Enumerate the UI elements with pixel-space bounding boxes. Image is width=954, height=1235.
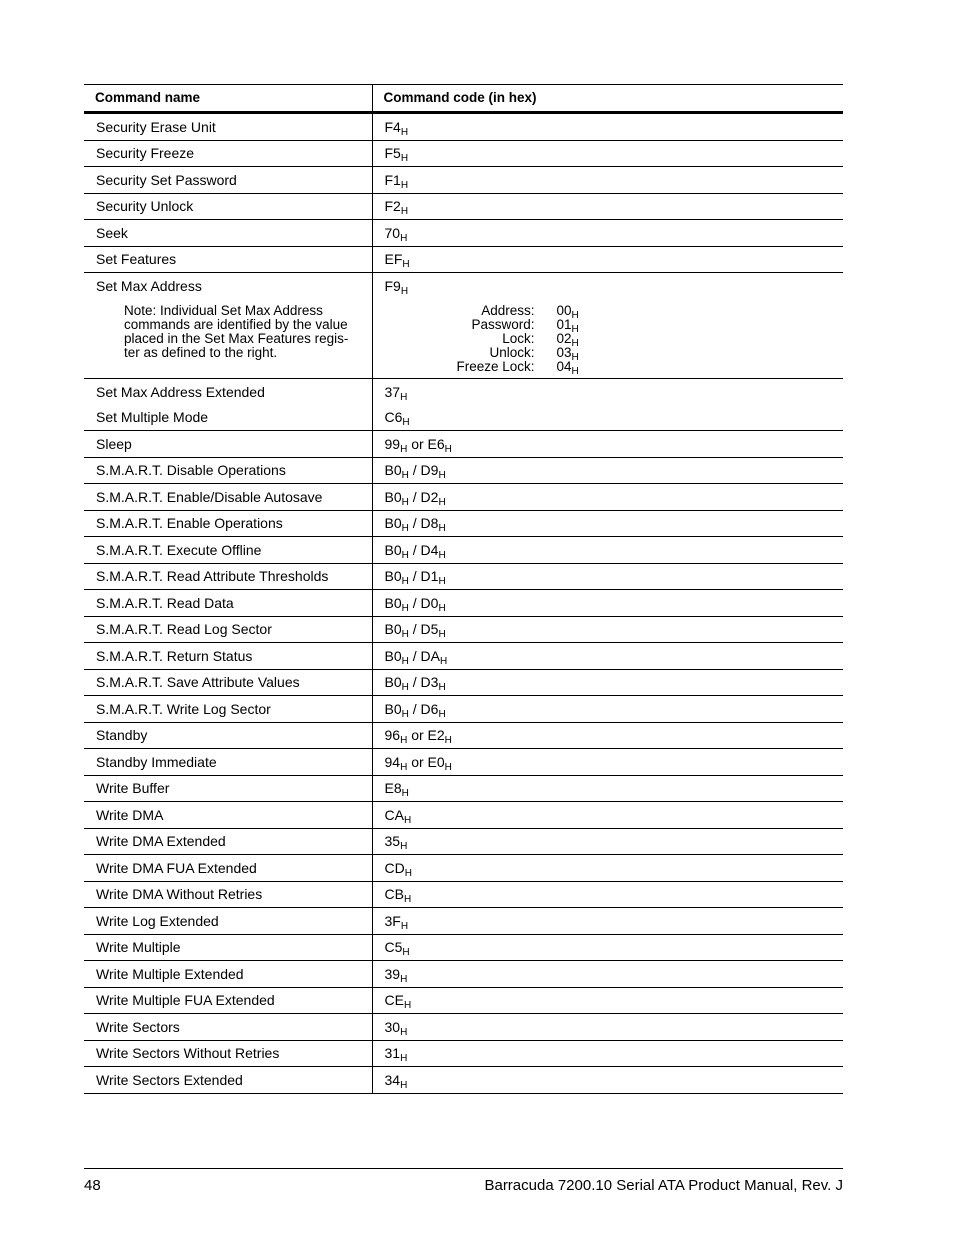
command-name: S.M.A.R.T. Execute Offline xyxy=(84,537,372,564)
hex-subscript: H xyxy=(403,1000,412,1012)
code-value: C5 xyxy=(384,939,403,956)
command-name: Write DMA xyxy=(84,802,372,829)
table-row xyxy=(84,961,843,988)
command-code xyxy=(372,1067,843,1094)
hex-subscript: H xyxy=(438,496,446,508)
table-row xyxy=(84,696,843,723)
code-value: B0 xyxy=(384,647,402,664)
command-name: Write Multiple xyxy=(84,934,372,961)
code-value: 30 xyxy=(384,1018,401,1035)
command-code xyxy=(372,802,843,829)
hex-subscript: H xyxy=(438,549,446,561)
hex-subscript: H xyxy=(400,443,408,455)
hex-subscript: H xyxy=(438,602,446,614)
feature-label: Lock: xyxy=(502,331,535,346)
code-value: B0 xyxy=(384,541,402,558)
hex-subscript: H xyxy=(401,549,409,561)
code-value: / D1 xyxy=(408,568,439,585)
command-name: S.M.A.R.T. Enable/Disable Autosave xyxy=(84,484,372,511)
table-row xyxy=(84,563,843,590)
hex-subscript: H xyxy=(401,708,409,720)
code-value: B0 xyxy=(384,700,402,717)
hex-subscript: H xyxy=(402,417,410,429)
hex-subscript: H xyxy=(571,324,579,335)
code-value: B0 xyxy=(384,462,402,479)
code-value: 00 xyxy=(556,303,572,318)
hex-subscript: H xyxy=(438,708,446,720)
command-name: Write Buffer xyxy=(84,775,372,802)
code-value: 31 xyxy=(384,1045,401,1062)
table-row xyxy=(84,537,843,564)
command-code xyxy=(372,1040,843,1067)
code-value: B0 xyxy=(384,594,402,611)
code-value: F1 xyxy=(384,171,401,188)
command-name: Security Freeze xyxy=(84,140,372,167)
table-row xyxy=(84,775,843,802)
command-code xyxy=(372,1014,843,1041)
command-code xyxy=(372,934,843,961)
hex-subscript: H xyxy=(444,761,452,773)
command-name: Write DMA Extended xyxy=(84,828,372,855)
command-name: Standby Immediate xyxy=(84,749,372,776)
command-code xyxy=(372,220,843,247)
command-code xyxy=(372,457,843,484)
table-row xyxy=(84,220,843,247)
command-table-container xyxy=(84,84,843,1094)
command-name: Write DMA FUA Extended xyxy=(84,855,372,882)
code-value: 35 xyxy=(384,833,401,850)
code-value: / DA xyxy=(408,647,440,664)
table-row xyxy=(84,828,843,855)
command-code xyxy=(372,696,843,723)
table-row xyxy=(84,431,843,458)
command-name: S.M.A.R.T. Return Status xyxy=(84,643,372,670)
table-row xyxy=(84,722,843,749)
table-row xyxy=(84,802,843,829)
hex-subscript: H xyxy=(439,655,448,667)
manual-title: Barracuda 7200.10 Serial ATA Product Manual, Rev. J xyxy=(484,1177,843,1194)
code-value: E8 xyxy=(384,780,402,797)
command-name: S.M.A.R.T. Disable Operations xyxy=(84,457,372,484)
code-value: CE xyxy=(384,992,404,1009)
feature-value xyxy=(556,331,579,349)
hex-subscript: H xyxy=(401,788,409,800)
command-name: Write Multiple FUA Extended xyxy=(84,987,372,1014)
code-value: / D8 xyxy=(408,515,439,532)
command-code xyxy=(372,908,843,935)
command-code xyxy=(372,379,843,405)
code-value: 04 xyxy=(556,359,572,374)
command-table xyxy=(84,84,843,1094)
set-max-feature-item xyxy=(385,331,844,349)
table-row xyxy=(84,616,843,643)
command-code xyxy=(372,828,843,855)
hex-subscript: H xyxy=(400,1079,408,1091)
command-code xyxy=(372,961,843,988)
command-name: S.M.A.R.T. Read Attribute Thresholds xyxy=(84,563,372,590)
hex-subscript: H xyxy=(438,470,446,482)
hex-subscript: H xyxy=(402,259,410,271)
table-row xyxy=(84,246,843,273)
code-value: / D6 xyxy=(408,700,439,717)
code-value: / D4 xyxy=(408,541,439,558)
hex-subscript: H xyxy=(444,735,452,747)
code-value: F9 xyxy=(384,278,401,294)
table-row xyxy=(84,987,843,1014)
command-code xyxy=(372,563,843,590)
command-code xyxy=(372,113,843,141)
command-name: Write Multiple Extended xyxy=(84,961,372,988)
code-value: B0 xyxy=(384,674,402,691)
table-row xyxy=(84,749,843,776)
code-value: B0 xyxy=(384,515,402,532)
code-value: / D2 xyxy=(408,488,439,505)
code-value: 03 xyxy=(556,345,572,360)
code-value: C6 xyxy=(384,409,403,426)
table-row xyxy=(84,1067,843,1094)
hex-subscript: H xyxy=(571,310,579,321)
table-header-row xyxy=(84,85,843,113)
code-value: or E2 xyxy=(407,727,445,744)
command-name: Set Max Address xyxy=(96,278,202,294)
hex-subscript: H xyxy=(400,973,408,985)
hex-subscript: H xyxy=(571,352,579,363)
table-row xyxy=(84,193,843,220)
command-code xyxy=(372,193,843,220)
command-code xyxy=(372,510,843,537)
command-name: Set Max Address Extended xyxy=(84,379,372,405)
code-value: or E6 xyxy=(407,435,445,452)
hex-subscript: H xyxy=(400,841,408,853)
code-value: 70 xyxy=(384,224,401,241)
code-value: F4 xyxy=(384,118,401,135)
table-row xyxy=(84,881,843,908)
command-name: S.M.A.R.T. Write Log Sector xyxy=(84,696,372,723)
hex-subscript: H xyxy=(400,179,409,191)
code-value: / D0 xyxy=(408,594,439,611)
command-code xyxy=(372,855,843,882)
command-name: Standby xyxy=(84,722,372,749)
code-value: or E0 xyxy=(407,753,445,770)
hex-subscript: H xyxy=(400,153,409,165)
command-code xyxy=(372,669,843,696)
table-row xyxy=(84,379,843,405)
feature-label: Password: xyxy=(471,317,535,332)
hex-subscript: H xyxy=(401,629,409,641)
command-code xyxy=(372,431,843,458)
table-row xyxy=(84,484,843,511)
page-number: 48 xyxy=(84,1177,101,1194)
set-max-feature-item xyxy=(385,345,844,363)
column-header-command-code: Command code (in hex) xyxy=(372,85,843,113)
feature-value xyxy=(556,359,579,377)
code-value: / D3 xyxy=(408,674,439,691)
feature-label: Freeze Lock: xyxy=(456,359,535,374)
table-row xyxy=(84,457,843,484)
command-code xyxy=(372,537,843,564)
set-max-feature-item xyxy=(385,359,844,377)
command-name: Security Set Password xyxy=(84,167,372,194)
command-code-cell xyxy=(372,273,843,379)
command-name: Set Features xyxy=(84,246,372,273)
code-value: 94 xyxy=(384,753,401,770)
command-name: Security Unlock xyxy=(84,193,372,220)
column-header-command-name: Command name xyxy=(84,85,372,113)
code-value: 39 xyxy=(384,965,401,982)
command-name: Security Erase Unit xyxy=(84,113,372,141)
code-value: 34 xyxy=(384,1071,401,1088)
hex-subscript: H xyxy=(401,523,409,535)
hex-subscript: H xyxy=(444,443,452,455)
command-code xyxy=(372,775,843,802)
code-value: / D5 xyxy=(408,621,439,638)
command-name-cell xyxy=(84,273,372,379)
code-value: 99 xyxy=(384,435,401,452)
table-row xyxy=(84,934,843,961)
command-code xyxy=(372,749,843,776)
hex-subscript: H xyxy=(400,206,409,218)
command-name: Write Sectors Without Retries xyxy=(84,1040,372,1067)
hex-subscript: H xyxy=(400,1053,408,1065)
hex-subscript: H xyxy=(404,867,412,879)
code-value: 96 xyxy=(384,727,401,744)
set-max-features-list xyxy=(385,303,844,377)
command-name: Sleep xyxy=(84,431,372,458)
table-row xyxy=(84,1014,843,1041)
command-name: S.M.A.R.T. Read Log Sector xyxy=(84,616,372,643)
command-code xyxy=(372,616,843,643)
hex-subscript: H xyxy=(571,338,579,349)
hex-subscript: H xyxy=(401,682,409,694)
hex-subscript: H xyxy=(402,947,410,959)
hex-subscript: H xyxy=(401,602,409,614)
command-code xyxy=(372,722,843,749)
command-name: Seek xyxy=(84,220,372,247)
hex-subscript: H xyxy=(400,126,409,138)
command-code xyxy=(372,590,843,617)
command-code xyxy=(372,484,843,511)
hex-subscript: H xyxy=(401,655,409,667)
code-value: F5 xyxy=(384,145,401,162)
feature-label: Unlock: xyxy=(489,345,535,360)
code-value: 01 xyxy=(556,317,572,332)
command-name: Set Multiple Mode xyxy=(84,405,372,431)
command-name: S.M.A.R.T. Enable Operations xyxy=(84,510,372,537)
code-value: CD xyxy=(384,859,405,876)
hex-subscript: H xyxy=(438,523,446,535)
feature-value xyxy=(556,303,579,321)
command-name: S.M.A.R.T. Save Attribute Values xyxy=(84,669,372,696)
table-body xyxy=(84,113,843,1094)
code-value: 02 xyxy=(556,331,572,346)
table-row xyxy=(84,590,843,617)
command-name: Write DMA Without Retries xyxy=(84,881,372,908)
hex-subscript: H xyxy=(438,629,446,641)
hex-subscript: H xyxy=(400,761,408,773)
hex-subscript: H xyxy=(400,1026,408,1038)
code-value: B0 xyxy=(384,568,402,585)
command-code xyxy=(384,278,844,297)
set-max-feature-item xyxy=(385,303,844,321)
command-code xyxy=(372,405,843,431)
command-code xyxy=(372,167,843,194)
code-value: B0 xyxy=(384,488,402,505)
feature-value xyxy=(556,317,579,335)
table-row xyxy=(84,140,843,167)
set-max-feature-item xyxy=(385,317,844,335)
table-row xyxy=(84,855,843,882)
hex-subscript: H xyxy=(571,366,579,377)
code-value: / D9 xyxy=(408,462,439,479)
hex-subscript: H xyxy=(403,814,412,826)
table-row xyxy=(84,510,843,537)
code-value: EF xyxy=(384,251,403,268)
command-name: Write Sectors xyxy=(84,1014,372,1041)
table-row xyxy=(84,405,843,431)
hex-subscript: H xyxy=(401,496,409,508)
hex-subscript: H xyxy=(401,470,409,482)
feature-value xyxy=(556,345,579,363)
table-row xyxy=(84,669,843,696)
code-value: 37 xyxy=(384,383,401,400)
set-max-note: Note: Individual Set Max Address commands are identified by the value placed in the Set Max Features regis-ter as defined to the right. xyxy=(124,303,349,360)
hex-subscript: H xyxy=(400,286,409,297)
hex-subscript: H xyxy=(438,682,446,694)
command-name: Write Log Extended xyxy=(84,908,372,935)
command-code xyxy=(372,987,843,1014)
command-code xyxy=(372,246,843,273)
command-name: Write Sectors Extended xyxy=(84,1067,372,1094)
hex-subscript: H xyxy=(438,576,446,588)
table-row xyxy=(84,167,843,194)
table-row xyxy=(84,1040,843,1067)
table-row xyxy=(84,113,843,141)
table-row xyxy=(84,908,843,935)
command-name: S.M.A.R.T. Read Data xyxy=(84,590,372,617)
command-code xyxy=(372,881,843,908)
hex-subscript: H xyxy=(400,920,409,932)
hex-subscript: H xyxy=(400,391,408,403)
command-code xyxy=(372,643,843,670)
code-value: F2 xyxy=(384,198,401,215)
table-row xyxy=(84,643,843,670)
table-row-set-max-address xyxy=(84,273,843,379)
page-footer xyxy=(84,1168,843,1194)
command-code xyxy=(372,140,843,167)
hex-subscript: H xyxy=(400,232,408,244)
hex-subscript: H xyxy=(400,735,408,747)
hex-subscript: H xyxy=(403,894,412,906)
code-value: 3F xyxy=(384,912,401,929)
code-value: CA xyxy=(384,806,404,823)
feature-label: Address: xyxy=(481,303,535,318)
code-value: CB xyxy=(384,886,404,903)
code-value: B0 xyxy=(384,621,402,638)
hex-subscript: H xyxy=(401,576,409,588)
